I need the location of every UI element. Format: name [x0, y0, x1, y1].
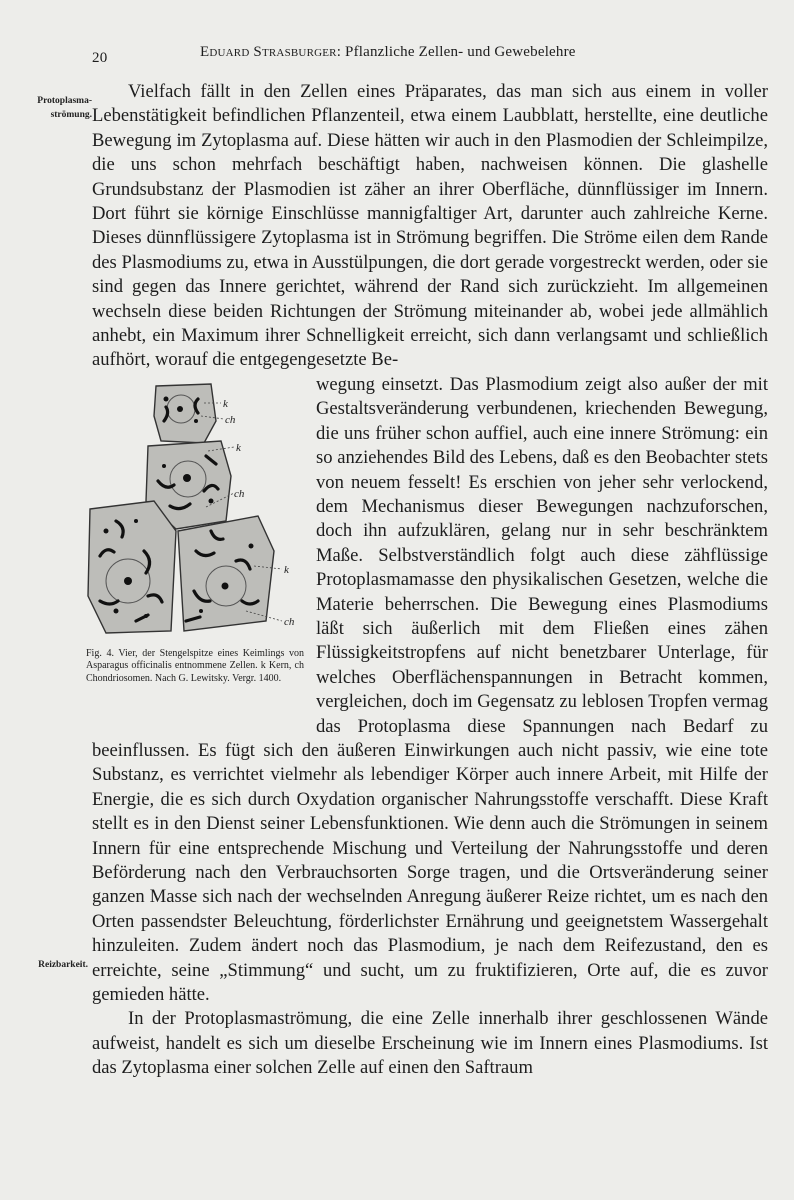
figure-4	[86, 373, 304, 733]
paragraph-1-part-2: wegung einsetzt. Das Plasmodium zeigt also außer der mit Gestaltsveränderung verbundenen, kriechenden Bewegung, die uns früher schon auffiel, auch eine innere Strömung: ein so anziehendes Bild des Lebens, daß es den Beobachter stets von neuem fesselt! Es erschien von jeher sehr verlockend, dem Mechanismus dieser Bewegungen nachzuforschen, doch ihn aufzuklären, gelang nur in sehr beschränktem Maße. Selbstverständlich folgt auch diese zähflüssige Protoplasmamasse den physikalischen Gesetzen, welche die Materie beherrschen. Die Bewegung eines Plasmodiums läßt sich äußerlich mit dem Fließen eines zähen Flüssigkeitstropfens auf nicht benetzbarer Unterlage, für welches Oberflächenspannungen in Betracht kommen, vergleichen, doch im Gegensatz zu leblosen Tropfen vermag das Protoplasma diese Spannungen nach Bedarf zu beeinflussen. Es fügt sich den äußeren Einwirkungen auch nicht passiv, wie eine tote Substanz, es verrichtet vielmehr als lebendiger Körper auch innere Arbeit, mit Hilfe der Energie, die es sich durch Oxydation organischer Nahrungsstoffe verschafft. Diese Kraft stellt es in den Dienst seiner Lebensfunktionen. Wie denn auch die Strömungen in seinem Innern für eine entsprechende Mischung und Verteilung der Nahrungsstoffe und deren Beförderung nach den Verbrauchsorten Sorge tragen, und die Ortsveränderung seiner ganzen Masse sich nach der wechselnden Anregung äußerer Reize richtet, um es nach den Orten passendster Beleuchtung, förderlichster Ernährung und geeignetstem Wassergehalt hinzuleiten. Zudem ändert noch das Plasmodium, je nach dem Reifezustand, den es erreichte, seine „Stimmung“ und sucht, um zu fruktifizieren, Orte auf, die es zuvor gemieden hätte.	[92, 373, 768, 1006]
cell-top	[154, 384, 216, 443]
book-title: : Pflanzliche Zellen- und Gewebelehre	[336, 44, 576, 60]
margin-note-reizbarkeit: Reizbarkeit.	[38, 960, 88, 970]
label-ch-3: ch	[284, 615, 295, 628]
label-ch-2: ch	[234, 487, 245, 500]
body-text	[86, 80, 768, 1081]
label-k-3: k	[284, 563, 289, 576]
margin-note-line-1: Protoplasma-	[37, 96, 92, 106]
cell-left	[88, 501, 176, 633]
paragraph-2: In der Protoplasmaströmung, die eine Zelle innerhalb ihrer geschlossenen Wände aufweist, handelt es sich um dieselbe Erscheinung wie im Innern eines Plasmodiums. Ist das Zytoplasma einer solchen Zelle auf einen den Saftraum	[92, 1008, 768, 1079]
figure-caption: Fig. 4. Vier, der Stengelspitze eines Keimlings von Asparagus officinalis entnommene Zellen. k Kern, ch Chondriosomen. Nach G. Lewitsky. Vergr. 1400.	[86, 647, 304, 684]
label-k-1: k	[223, 397, 228, 410]
author-name: Eduard Strasburger	[200, 44, 337, 60]
label-ch-1: ch	[225, 413, 236, 426]
figure-4-cells-drawing	[86, 381, 304, 646]
paragraph-1-part-1: Vielfach fällt in den Zellen eines Präparates, das man sich aus einem in voller Lebenstätigkeit befindlichen Pflanzenteil, etwa einem Laubblatt, herstellte, eine deutliche Bewegung im Zytoplasma auf. Diese hätten wir auch in den Plasmodien der Schleimpilze, die uns schon mehrfach beschäftigt haben, nachweisen können. Die glashelle Grundsubstanz der Plasmodien ist zäher an ihrer Oberfläche, dünnflüssiger im Innern. Dort führt sie körnige Einschlüsse mannigfaltiger Art, darunter auch zahlreiche Kerne. Dieses dünnflüssigere Zytoplasma ist in Strömung begriffen. Die Ströme eilen dem Rande des Plasmodiums zu, etwa in Ausstülpungen, die dort gerade vorgestreckt werden, oder sie sind gegen das Innere gerichtet, während der Rand sich zurückzieht. Im allgemeinen wechseln diese beiden Richtungen der Strömung miteinander ab, wobei jede allmählich anhebt, ein Maximum ihrer Schnelligkeit erreicht, sich dann verlangsamt und schließlich aufhört, worauf die entgegengesetzte Be-	[92, 81, 768, 371]
label-k-2: k	[236, 441, 241, 454]
margin-note-protoplasma	[6, 94, 92, 122]
margin-note-line-2: strömung.	[50, 110, 92, 120]
cell-right	[178, 516, 274, 631]
page-number: 20	[92, 50, 108, 66]
running-title	[200, 44, 576, 61]
